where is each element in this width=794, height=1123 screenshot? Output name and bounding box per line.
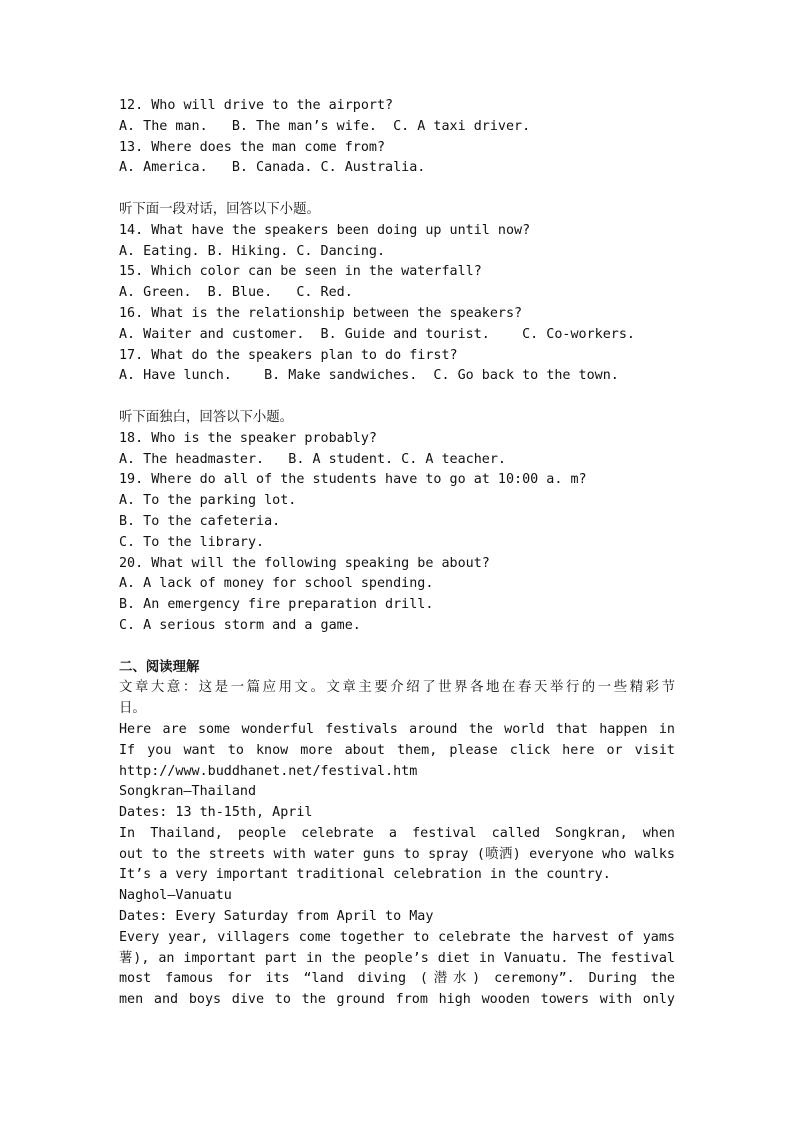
option-20-b: B. An emergency fire preparation drill. — [119, 597, 434, 613]
question-14: 14. What have the speakers been doing up until now? — [119, 222, 531, 238]
question-20: 20. What will the following speaking be about? — [119, 555, 490, 571]
songkran-title: Songkran—Thailand — [119, 784, 257, 800]
options-12: A. The man. B. The man’s wife. C. A taxi driver. — [119, 118, 531, 134]
songkran-dates: Dates: 13 th-15th, April — [119, 805, 313, 821]
intro-line: Here are some wonderful festivals around the world that happen in — [119, 721, 675, 737]
songkran-line: out to the streets with water guns to spray (喷洒) everyone who walks — [119, 846, 675, 862]
option-19-a: A. To the parking lot. — [119, 493, 297, 509]
options-13: A. America. B. Canada. C. Australia. — [119, 160, 426, 176]
question-13: 13. Where does the man come from? — [119, 139, 386, 155]
intro-line: If you want to know more about them, please click here or visit — [119, 742, 675, 758]
naghol-title: Naghol—Vanuatu — [119, 888, 232, 904]
summary-line: 日。 — [119, 701, 146, 717]
dialogue-instruction: 听下面一段对话，回答以下小题。 — [119, 201, 320, 217]
question-18: 18. Who is the speaker probably? — [119, 430, 377, 446]
document-page — [119, 96, 675, 1011]
listening-questions-12-13 — [119, 96, 675, 179]
naghol-line: men and boys dive to the ground from high wooden towers with only — [119, 992, 675, 1008]
option-20-c: C. A serious storm and a game. — [119, 617, 361, 633]
options-16: A. Waiter and customer. B. Guide and tourist. C. Co-workers. — [119, 326, 635, 342]
options-14: A. Eating. B. Hiking. C. Dancing. — [119, 243, 386, 259]
naghol-line: 薯), an important part in the people’s diet in Vanuatu. The festival — [119, 950, 675, 966]
options-15: A. Green. B. Blue. C. Red. — [119, 285, 353, 301]
options-18: A. The headmaster. B. A student. C. A teacher. — [119, 451, 506, 467]
reading-section-heading: 二、阅读理解 — [119, 659, 200, 675]
question-19: 19. Where do all of the students have to go at 10:00 a. m? — [119, 472, 587, 488]
songkran-paragraph — [119, 824, 675, 886]
question-15: 15. Which color can be seen in the waterfall? — [119, 264, 482, 280]
listening-questions-18-20 — [119, 429, 675, 637]
naghol-paragraph — [119, 928, 675, 1011]
spacer — [119, 637, 675, 658]
naghol-dates: Dates: Every Saturday from April to May — [119, 909, 434, 925]
naghol-line: most famous for its “land diving (潜水) ceremony”. During the — [119, 971, 675, 987]
summary-line: 文章大意：这是一篇应用文。文章主要介绍了世界各地在春天举行的一些精彩节 — [119, 680, 675, 696]
spacer — [119, 387, 675, 408]
spacer — [119, 179, 675, 200]
summary-paragraph — [119, 678, 675, 720]
intro-paragraph — [119, 720, 675, 782]
naghol-line: Every year, villagers come together to celebrate the harvest of yams — [119, 929, 675, 945]
question-17: 17. What do the speakers plan to do first? — [119, 347, 458, 363]
option-20-a: A. A lack of money for school spending. — [119, 576, 434, 592]
festival-url: http://www.buddhanet.net/festival.htm — [119, 763, 418, 779]
listening-questions-14-17 — [119, 221, 675, 387]
options-17: A. Have lunch. B. Make sandwiches. C. Go back to the town. — [119, 368, 619, 384]
question-16: 16. What is the relationship between the speakers? — [119, 305, 523, 321]
songkran-line: In Thailand, people celebrate a festival called Songkran, when — [119, 825, 675, 841]
option-19-c: C. To the library. — [119, 534, 265, 550]
option-19-b: B. To the cafeteria. — [119, 513, 281, 529]
question-12: 12. Who will drive to the airport? — [119, 98, 394, 113]
songkran-line: It’s a very important traditional celebration in the country. — [119, 867, 611, 883]
monologue-instruction: 听下面独白，回答以下小题。 — [119, 409, 294, 425]
